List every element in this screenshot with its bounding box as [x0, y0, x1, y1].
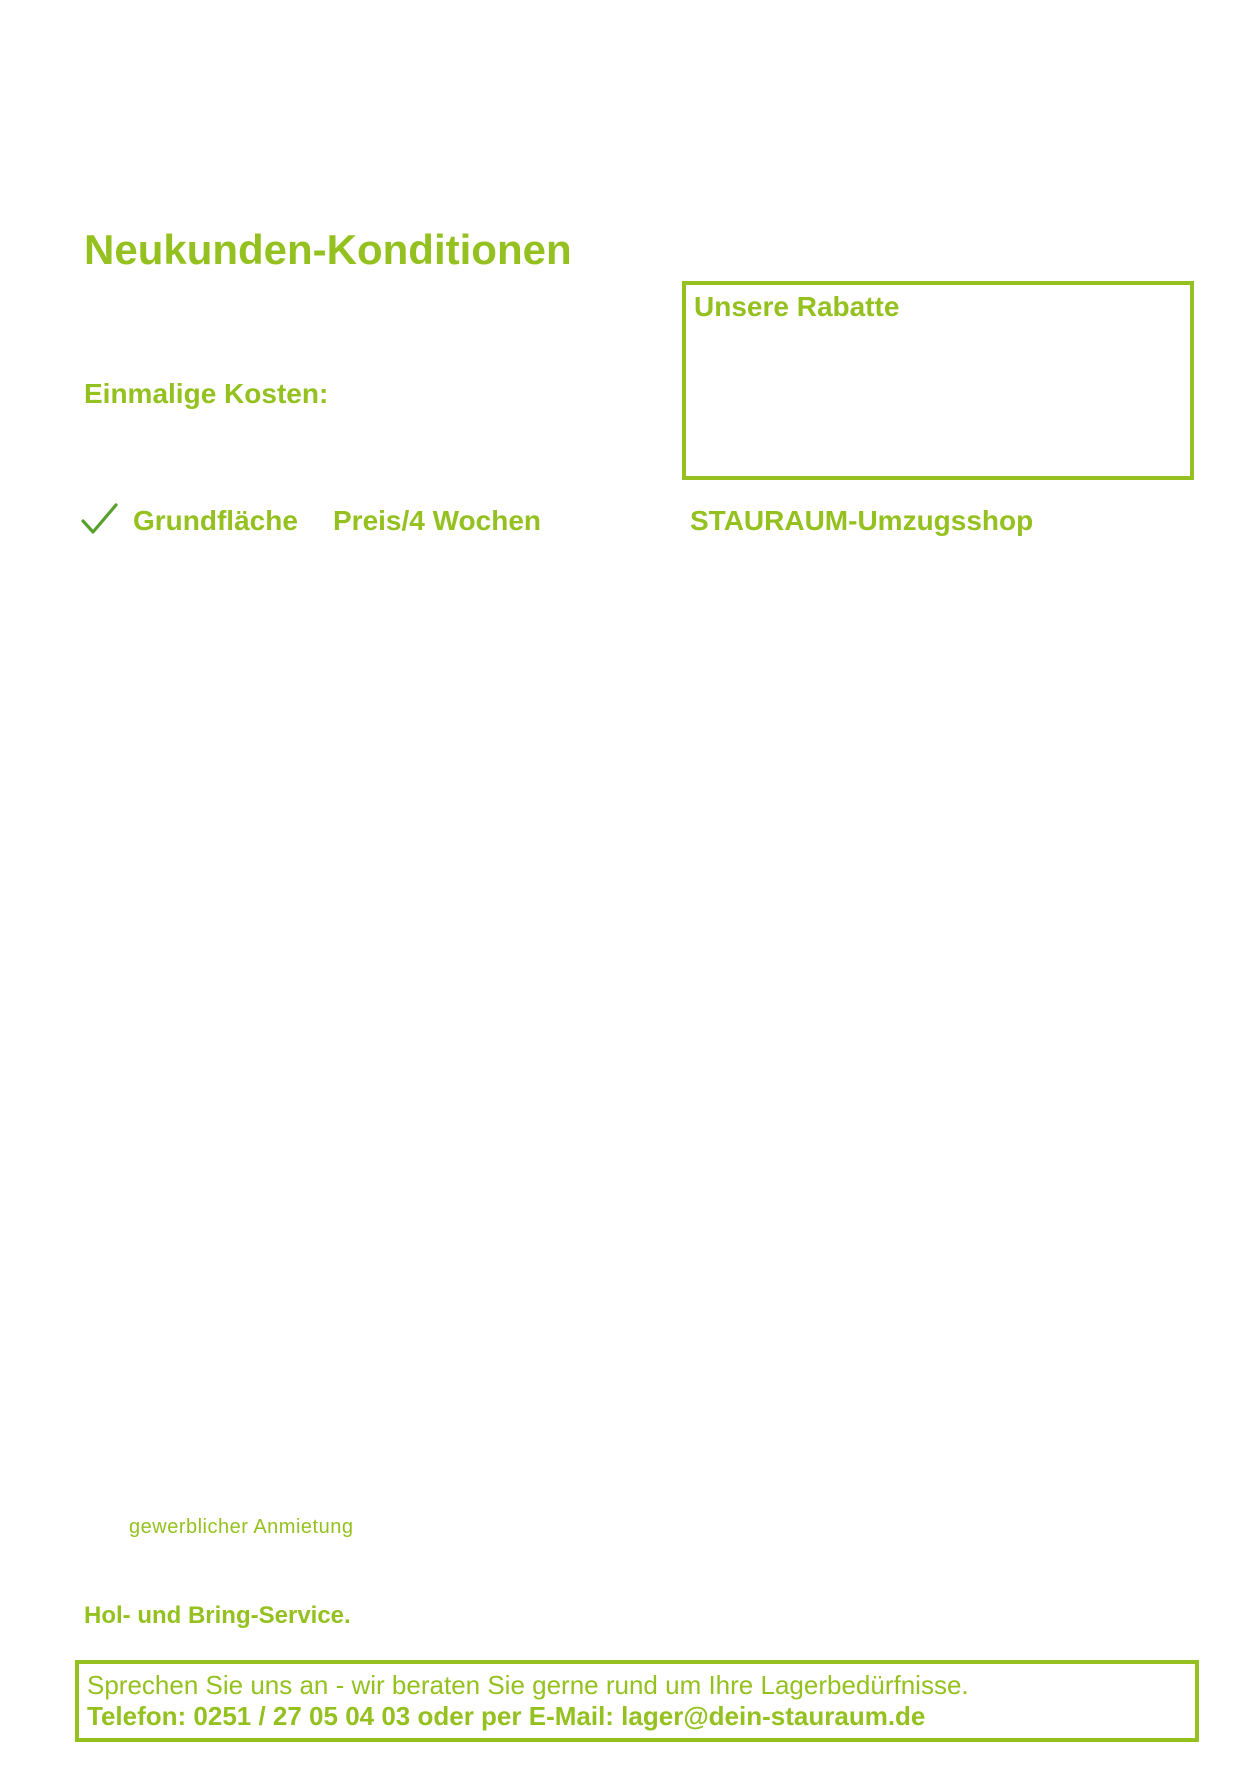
column-header-grundflaeche: Grundfläche — [133, 505, 298, 536]
contact-box — [75, 1660, 1199, 1742]
page-title: Neukunden-Konditionen — [84, 226, 572, 273]
column-header-preis: Preis/4 Wochen — [333, 505, 542, 536]
gewerblich-note: gewerblicher Anmietung — [129, 1516, 354, 1538]
rabatte-title: Unsere Rabatte — [694, 291, 900, 322]
contact-phone-email: Telefon: 0251 / 27 05 04 03 oder per E-Mail: lager@dein-stauraum.de — [87, 1701, 926, 1731]
check-icon — [80, 500, 120, 540]
rabatte-box — [682, 281, 1194, 480]
contact-invitation: Sprechen Sie uns an - wir beraten Sie gerne rund um Ihre Lagerbedürfnisse. — [87, 1670, 969, 1700]
hol-bring-service-note: Hol- und Bring-Service. — [84, 1602, 351, 1629]
costs-heading: Einmalige Kosten: — [84, 378, 329, 409]
shop-heading: STAURAUM-Umzugsshop — [690, 505, 1034, 536]
